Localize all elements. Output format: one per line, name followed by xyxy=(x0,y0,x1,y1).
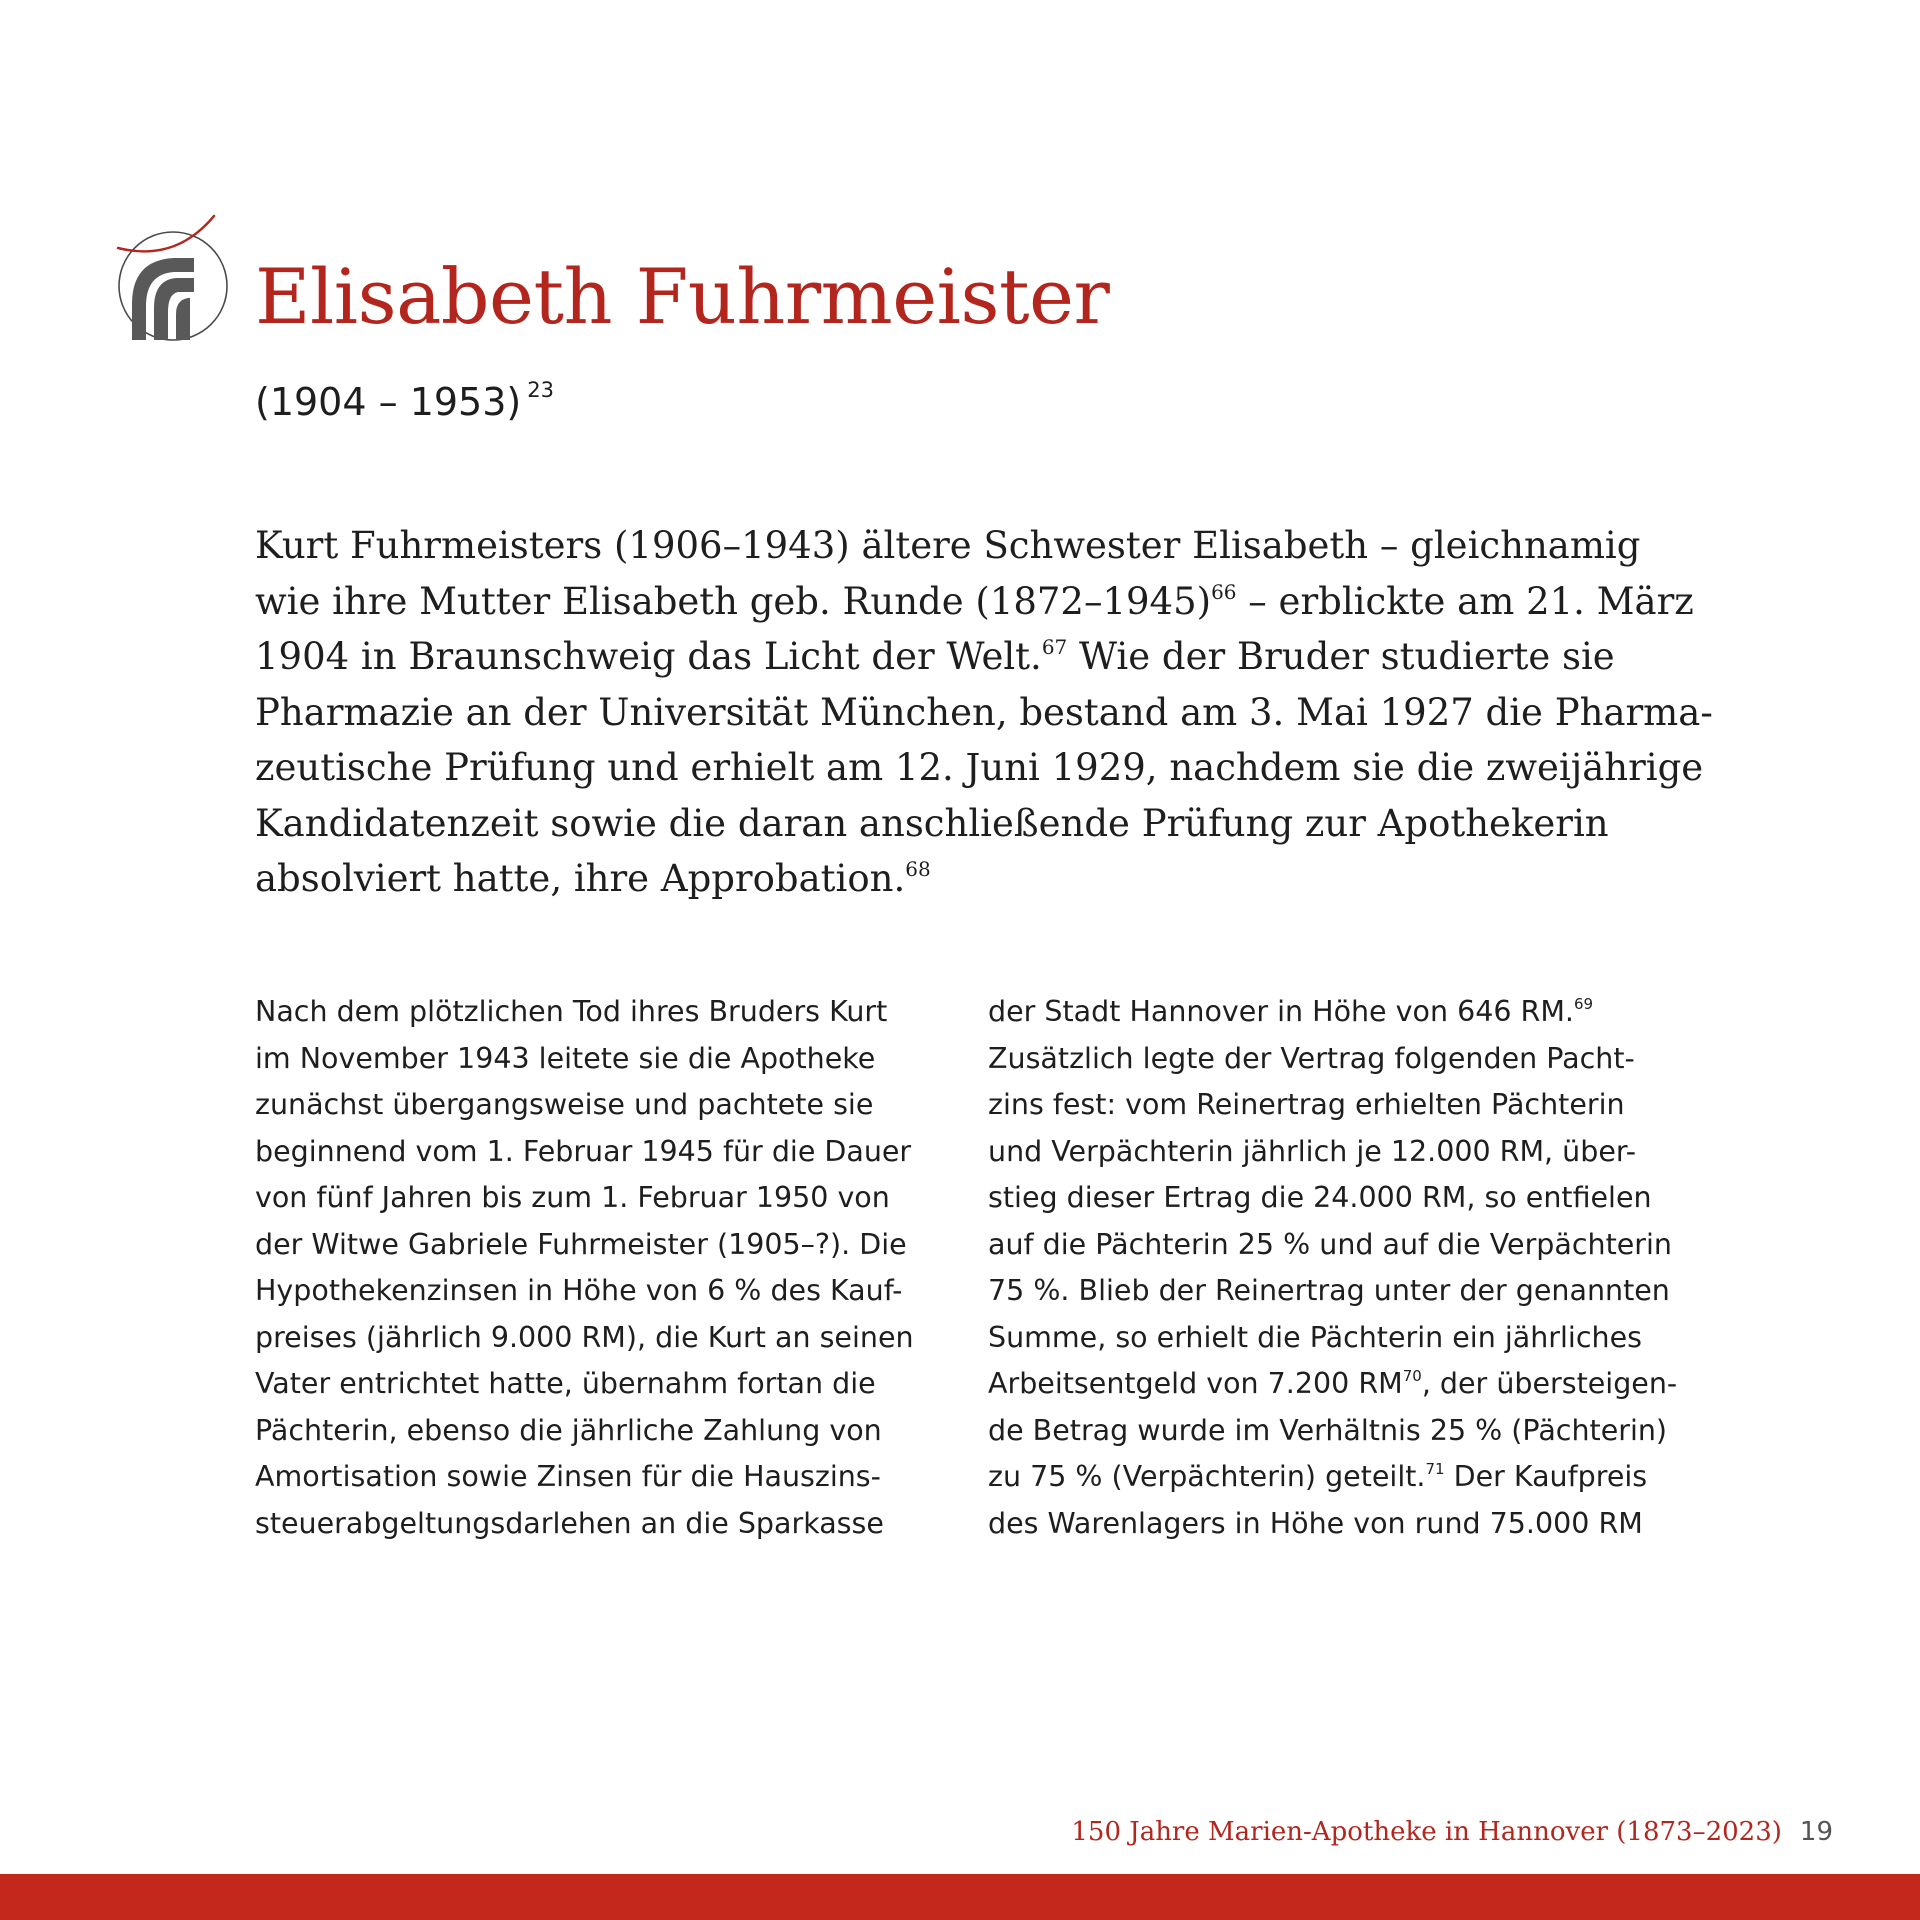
body-text: Arbeitsentgeld von 7.200 RM xyxy=(988,1367,1403,1400)
life-dates-text: (1904 – 1953) xyxy=(255,380,522,424)
body-line: Summe, so erhielt die Pächterin ein jährliches xyxy=(988,1320,1642,1354)
body-line: zunächst übergangsweise und pachtete sie xyxy=(255,1088,874,1121)
body-line xyxy=(988,1454,1708,1501)
lead-text: – erblickte am 21. März xyxy=(1236,579,1694,623)
footnote-marker: 70 xyxy=(1402,1367,1422,1385)
footnote-marker: 66 xyxy=(1211,579,1237,604)
lead-text: absolviert hatte, ihre Approbation. xyxy=(255,857,906,900)
running-footer-title: 150 Jahre Marien-Apotheke in Hannover (1873–2023) xyxy=(1071,1817,1782,1847)
body-text: , der übersteigen- xyxy=(1421,1367,1678,1400)
lead-line: Kandidatenzeit sowie die daran anschließende Prüfung zur Apothekerin xyxy=(255,801,1609,845)
body-line: und Verpächterin jährlich je 12.000 RM, über- xyxy=(988,1134,1637,1168)
body-line: Hypothekenzinsen in Höhe von 6 % des Kauf- xyxy=(255,1274,903,1307)
arch-emblem-icon xyxy=(110,212,235,347)
body-line: beginnend vom 1. Februar 1945 für die Dauer xyxy=(255,1134,912,1168)
body-text: zu 75 % (Verpächterin) geteilt. xyxy=(988,1460,1426,1493)
bottom-accent-bar xyxy=(0,1874,1920,1920)
lead-line xyxy=(255,574,1694,630)
lead-text: Wie der Bruder studierte sie xyxy=(1067,635,1615,678)
body-line: Zusätzlich legte der Vertrag folgenden Pacht- xyxy=(988,1041,1635,1075)
body-line: de Betrag wurde im Verhältnis 25 % (Pächterin) xyxy=(988,1413,1668,1447)
body-line: stieg dieser Ertrag die 24.000 RM, so entfielen xyxy=(988,1181,1652,1214)
body-line: Pächterin, ebenso die jährliche Zahlung von xyxy=(255,1413,882,1447)
body-line: preises (jährlich 9.000 RM), die Kurt an seinen xyxy=(255,1320,914,1354)
body-line: Vater entrichtet hatte, übernahm fortan die xyxy=(255,1367,876,1400)
page-title: Elisabeth Fuhrmeister xyxy=(255,252,1110,341)
body-line: auf die Pächterin 25 % und auf die Verpächterin xyxy=(988,1227,1672,1261)
lead-line xyxy=(255,851,1675,907)
lead-line: zeutische Prüfung und erhielt am 12. Juni 1929, nachdem sie die zweijährige xyxy=(255,746,1704,789)
page-number: 19 xyxy=(1799,1817,1833,1847)
lead-text: wie ihre Mutter Elisabeth geb. Runde (1872–1945) xyxy=(255,579,1212,623)
body-line: steuerabgeltungsdarlehen an die Sparkasse xyxy=(255,1506,884,1540)
footnote-marker: 23 xyxy=(527,378,554,402)
footnote-marker: 69 xyxy=(1574,995,1594,1013)
footnote-marker: 67 xyxy=(1041,635,1068,659)
footnote-marker: 71 xyxy=(1425,1460,1445,1478)
body-line: Amortisation sowie Zinsen für die Hauszins- xyxy=(255,1460,881,1493)
body-line: Nach dem plötzlichen Tod ihres Bruders Kurt xyxy=(255,995,888,1028)
body-line xyxy=(988,989,1708,1036)
body-line: von fünf Jahren bis zum 1. Februar 1950 von xyxy=(255,1181,890,1214)
body-line: der Witwe Gabriele Fuhrmeister (1905–?). Die xyxy=(255,1227,907,1261)
lead-paragraph xyxy=(255,518,1713,907)
body-line: im November 1943 leitete sie die Apotheke xyxy=(255,1041,876,1075)
life-dates xyxy=(255,362,554,430)
body-line xyxy=(988,1361,1708,1408)
page-footer xyxy=(1071,1812,1833,1852)
body-line: 75 %. Blieb der Reinertrag unter der genannten xyxy=(988,1274,1670,1307)
footnote-marker: 68 xyxy=(905,857,931,881)
body-column-left xyxy=(255,989,975,1547)
body-text: Der Kaufpreis xyxy=(1444,1460,1648,1493)
lead-line: Kurt Fuhrmeisters (1906–1943) ältere Schwester Elisabeth – gleichnamig xyxy=(255,524,1641,567)
body-column-right xyxy=(988,989,1708,1547)
lead-line xyxy=(255,629,1675,685)
body-line: des Warenlagers in Höhe von rund 75.000 RM xyxy=(988,1506,1643,1540)
body-line: zins fest: vom Reinertrag erhielten Pächterin xyxy=(988,1088,1625,1121)
body-text: der Stadt Hannover in Höhe von 646 RM. xyxy=(988,995,1574,1028)
lead-text: 1904 in Braunschweig das Licht der Welt. xyxy=(255,635,1042,678)
lead-line: Pharmazie an der Universität München, bestand am 3. Mai 1927 die Pharma- xyxy=(255,690,1713,734)
